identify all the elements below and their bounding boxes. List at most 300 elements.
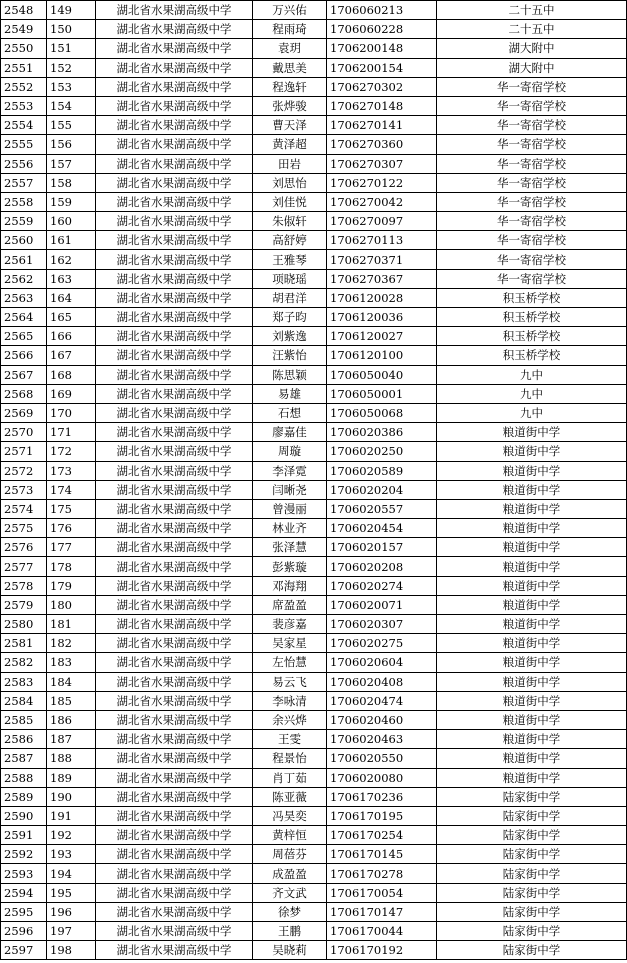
table-row <box>1 39 627 58</box>
admitted-school-cell: 湖北省水果湖高级中学 <box>96 922 253 941</box>
admitted-school-cell: 湖北省水果湖高级中学 <box>96 730 253 749</box>
school-seq-cell: 189 <box>47 768 96 787</box>
student-name-cell: 肖丁茹 <box>253 768 327 787</box>
admitted-school-cell: 湖北省水果湖高级中学 <box>96 346 253 365</box>
student-name-cell: 陈思颖 <box>253 365 327 384</box>
origin-school-cell: 陆家街中学 <box>437 826 627 845</box>
student-id-cell: 1706020071 <box>327 595 437 614</box>
admitted-school-cell: 湖北省水果湖高级中学 <box>96 423 253 442</box>
student-id-cell: 1706120036 <box>327 308 437 327</box>
table-row <box>1 231 627 250</box>
school-seq-cell: 194 <box>47 864 96 883</box>
student-id-cell: 1706270302 <box>327 77 437 96</box>
student-id-cell: 1706270148 <box>327 96 437 115</box>
row-index-cell: 2565 <box>1 327 47 346</box>
school-seq-cell: 154 <box>47 96 96 115</box>
row-index-cell: 2563 <box>1 288 47 307</box>
school-seq-cell: 149 <box>47 1 96 20</box>
student-name-cell: 刘紫逸 <box>253 327 327 346</box>
school-seq-cell: 168 <box>47 365 96 384</box>
table-row <box>1 710 627 729</box>
admitted-school-cell: 湖北省水果湖高级中学 <box>96 461 253 480</box>
origin-school-cell: 粮道街中学 <box>437 480 627 499</box>
admitted-school-cell: 湖北省水果湖高级中学 <box>96 77 253 96</box>
student-name-cell: 李泽霓 <box>253 461 327 480</box>
origin-school-cell: 华一寄宿学校 <box>437 135 627 154</box>
origin-school-cell: 陆家街中学 <box>437 864 627 883</box>
school-seq-cell: 158 <box>47 173 96 192</box>
student-name-cell: 黄泽超 <box>253 135 327 154</box>
admitted-school-cell: 湖北省水果湖高级中学 <box>96 768 253 787</box>
origin-school-cell: 粮道街中学 <box>437 615 627 634</box>
origin-school-cell: 积玉桥学校 <box>437 327 627 346</box>
student-name-cell: 万兴佑 <box>253 1 327 20</box>
row-index-cell: 2568 <box>1 384 47 403</box>
student-name-cell: 陈亚薇 <box>253 787 327 806</box>
row-index-cell: 2588 <box>1 768 47 787</box>
school-seq-cell: 160 <box>47 212 96 231</box>
student-id-cell: 1706020463 <box>327 730 437 749</box>
origin-school-cell: 粮道街中学 <box>437 749 627 768</box>
student-name-cell: 石想 <box>253 403 327 422</box>
student-name-cell: 林业齐 <box>253 519 327 538</box>
admitted-school-cell: 湖北省水果湖高级中学 <box>96 845 253 864</box>
student-id-cell: 1706020474 <box>327 691 437 710</box>
student-id-cell: 1706170192 <box>327 941 437 960</box>
origin-school-cell: 粮道街中学 <box>437 557 627 576</box>
student-id-cell: 1706020454 <box>327 519 437 538</box>
table-row <box>1 403 627 422</box>
row-index-cell: 2583 <box>1 672 47 691</box>
row-index-cell: 2581 <box>1 634 47 653</box>
student-id-cell: 1706020275 <box>327 634 437 653</box>
student-name-cell: 袁玥 <box>253 39 327 58</box>
origin-school-cell: 粮道街中学 <box>437 423 627 442</box>
table-row <box>1 730 627 749</box>
student-name-cell: 徐梦 <box>253 902 327 921</box>
origin-school-cell: 华一寄宿学校 <box>437 212 627 231</box>
table-row <box>1 212 627 231</box>
school-seq-cell: 163 <box>47 269 96 288</box>
student-id-cell: 1706270367 <box>327 269 437 288</box>
table-row <box>1 864 627 883</box>
table-row <box>1 499 627 518</box>
student-id-cell: 1706020460 <box>327 710 437 729</box>
table-row <box>1 883 627 902</box>
origin-school-cell: 华一寄宿学校 <box>437 231 627 250</box>
admitted-school-cell: 湖北省水果湖高级中学 <box>96 883 253 902</box>
student-id-cell: 1706170044 <box>327 922 437 941</box>
origin-school-cell: 陆家街中学 <box>437 787 627 806</box>
row-index-cell: 2582 <box>1 653 47 672</box>
table-row <box>1 845 627 864</box>
table-row <box>1 173 627 192</box>
table-row <box>1 116 627 135</box>
school-seq-cell: 187 <box>47 730 96 749</box>
table-row <box>1 288 627 307</box>
admitted-school-cell: 湖北省水果湖高级中学 <box>96 96 253 115</box>
row-index-cell: 2591 <box>1 826 47 845</box>
school-seq-cell: 161 <box>47 231 96 250</box>
row-index-cell: 2564 <box>1 308 47 327</box>
school-seq-cell: 183 <box>47 653 96 672</box>
admitted-school-cell: 湖北省水果湖高级中学 <box>96 269 253 288</box>
student-name-cell: 周璇 <box>253 442 327 461</box>
student-id-cell: 1706170195 <box>327 806 437 825</box>
row-index-cell: 2585 <box>1 710 47 729</box>
student-id-cell: 1706200154 <box>327 58 437 77</box>
row-index-cell: 2566 <box>1 346 47 365</box>
school-seq-cell: 176 <box>47 519 96 538</box>
row-index-cell: 2570 <box>1 423 47 442</box>
school-seq-cell: 177 <box>47 538 96 557</box>
row-index-cell: 2589 <box>1 787 47 806</box>
admitted-school-cell: 湖北省水果湖高级中学 <box>96 941 253 960</box>
table-row <box>1 327 627 346</box>
student-id-cell: 1706020386 <box>327 423 437 442</box>
table-row <box>1 634 627 653</box>
admitted-school-cell: 湖北省水果湖高级中学 <box>96 749 253 768</box>
admitted-school-cell: 湖北省水果湖高级中学 <box>96 403 253 422</box>
row-index-cell: 2590 <box>1 806 47 825</box>
origin-school-cell: 陆家街中学 <box>437 883 627 902</box>
student-id-cell: 1706050068 <box>327 403 437 422</box>
student-name-cell: 闫晰尧 <box>253 480 327 499</box>
student-id-cell: 1706020589 <box>327 461 437 480</box>
student-id-cell: 1706170236 <box>327 787 437 806</box>
admitted-school-cell: 湖北省水果湖高级中学 <box>96 787 253 806</box>
student-name-cell: 田岩 <box>253 154 327 173</box>
admitted-school-cell: 湖北省水果湖高级中学 <box>96 116 253 135</box>
row-index-cell: 2553 <box>1 96 47 115</box>
admitted-school-cell: 湖北省水果湖高级中学 <box>96 192 253 211</box>
row-index-cell: 2597 <box>1 941 47 960</box>
table-row <box>1 922 627 941</box>
origin-school-cell: 积玉桥学校 <box>437 288 627 307</box>
school-seq-cell: 155 <box>47 116 96 135</box>
row-index-cell: 2573 <box>1 480 47 499</box>
admitted-school-cell: 湖北省水果湖高级中学 <box>96 519 253 538</box>
student-name-cell: 汪紫怡 <box>253 346 327 365</box>
origin-school-cell: 华一寄宿学校 <box>437 173 627 192</box>
student-id-cell: 1706270042 <box>327 192 437 211</box>
admitted-school-cell: 湖北省水果湖高级中学 <box>96 653 253 672</box>
school-seq-cell: 198 <box>47 941 96 960</box>
admitted-school-cell: 湖北省水果湖高级中学 <box>96 308 253 327</box>
origin-school-cell: 陆家街中学 <box>437 941 627 960</box>
table-row <box>1 461 627 480</box>
origin-school-cell: 陆家街中学 <box>437 845 627 864</box>
admitted-school-cell: 湖北省水果湖高级中学 <box>96 615 253 634</box>
table-row <box>1 538 627 557</box>
row-index-cell: 2548 <box>1 1 47 20</box>
table-row <box>1 672 627 691</box>
student-name-cell: 刘佳悦 <box>253 192 327 211</box>
student-id-cell: 1706020550 <box>327 749 437 768</box>
row-index-cell: 2569 <box>1 403 47 422</box>
table-row <box>1 77 627 96</box>
student-name-cell: 张烨骏 <box>253 96 327 115</box>
row-index-cell: 2584 <box>1 691 47 710</box>
row-index-cell: 2579 <box>1 595 47 614</box>
student-id-cell: 1706120028 <box>327 288 437 307</box>
origin-school-cell: 湖大附中 <box>437 39 627 58</box>
origin-school-cell: 华一寄宿学校 <box>437 77 627 96</box>
admitted-school-cell: 湖北省水果湖高级中学 <box>96 1 253 20</box>
school-seq-cell: 159 <box>47 192 96 211</box>
admitted-school-cell: 湖北省水果湖高级中学 <box>96 327 253 346</box>
student-name-cell: 王鹏 <box>253 922 327 941</box>
student-id-cell: 1706120100 <box>327 346 437 365</box>
origin-school-cell: 九中 <box>437 384 627 403</box>
admitted-school-cell: 湖北省水果湖高级中学 <box>96 576 253 595</box>
school-seq-cell: 185 <box>47 691 96 710</box>
student-id-cell: 1706060228 <box>327 20 437 39</box>
student-name-cell: 彭紫璇 <box>253 557 327 576</box>
student-name-cell: 吴晓莉 <box>253 941 327 960</box>
origin-school-cell: 粮道街中学 <box>437 519 627 538</box>
student-name-cell: 刘思怡 <box>253 173 327 192</box>
origin-school-cell: 粮道街中学 <box>437 672 627 691</box>
table-row <box>1 269 627 288</box>
student-name-cell: 程逸轩 <box>253 77 327 96</box>
school-seq-cell: 192 <box>47 826 96 845</box>
origin-school-cell: 粮道街中学 <box>437 730 627 749</box>
row-index-cell: 2560 <box>1 231 47 250</box>
school-seq-cell: 157 <box>47 154 96 173</box>
student-id-cell: 1706020604 <box>327 653 437 672</box>
origin-school-cell: 华一寄宿学校 <box>437 154 627 173</box>
row-index-cell: 2594 <box>1 883 47 902</box>
school-seq-cell: 186 <box>47 710 96 729</box>
table-row <box>1 826 627 845</box>
student-name-cell: 成盈盈 <box>253 864 327 883</box>
row-index-cell: 2593 <box>1 864 47 883</box>
student-name-cell: 胡君洋 <box>253 288 327 307</box>
row-index-cell: 2577 <box>1 557 47 576</box>
admitted-school-cell: 湖北省水果湖高级中学 <box>96 710 253 729</box>
admitted-school-cell: 湖北省水果湖高级中学 <box>96 595 253 614</box>
table-row <box>1 806 627 825</box>
table-row <box>1 576 627 595</box>
origin-school-cell: 粮道街中学 <box>437 653 627 672</box>
student-name-cell: 曾漫丽 <box>253 499 327 518</box>
origin-school-cell: 粮道街中学 <box>437 691 627 710</box>
admitted-school-cell: 湖北省水果湖高级中学 <box>96 806 253 825</box>
admitted-school-cell: 湖北省水果湖高级中学 <box>96 672 253 691</box>
table-row <box>1 365 627 384</box>
table-row <box>1 768 627 787</box>
student-id-cell: 1706020080 <box>327 768 437 787</box>
row-index-cell: 2575 <box>1 519 47 538</box>
table-row <box>1 154 627 173</box>
table-row <box>1 192 627 211</box>
student-id-cell: 1706020307 <box>327 615 437 634</box>
student-id-cell: 1706270371 <box>327 250 437 269</box>
row-index-cell: 2574 <box>1 499 47 518</box>
table-row <box>1 135 627 154</box>
admitted-school-cell: 湖北省水果湖高级中学 <box>96 384 253 403</box>
student-id-cell: 1706270307 <box>327 154 437 173</box>
student-id-cell: 1706270113 <box>327 231 437 250</box>
row-index-cell: 2557 <box>1 173 47 192</box>
school-seq-cell: 150 <box>47 20 96 39</box>
table-row <box>1 423 627 442</box>
table-row <box>1 20 627 39</box>
student-name-cell: 邓海翔 <box>253 576 327 595</box>
admitted-school-cell: 湖北省水果湖高级中学 <box>96 557 253 576</box>
school-seq-cell: 195 <box>47 883 96 902</box>
table-row <box>1 615 627 634</box>
row-index-cell: 2559 <box>1 212 47 231</box>
student-id-cell: 1706170278 <box>327 864 437 883</box>
origin-school-cell: 二十五中 <box>437 1 627 20</box>
row-index-cell: 2596 <box>1 922 47 941</box>
table-row <box>1 653 627 672</box>
row-index-cell: 2580 <box>1 615 47 634</box>
student-id-cell: 1706170054 <box>327 883 437 902</box>
student-name-cell: 黄梓恒 <box>253 826 327 845</box>
student-name-cell: 齐文武 <box>253 883 327 902</box>
school-seq-cell: 182 <box>47 634 96 653</box>
student-id-cell: 1706020408 <box>327 672 437 691</box>
admitted-school-cell: 湖北省水果湖高级中学 <box>96 135 253 154</box>
school-seq-cell: 152 <box>47 58 96 77</box>
school-seq-cell: 166 <box>47 327 96 346</box>
row-index-cell: 2550 <box>1 39 47 58</box>
student-name-cell: 余兴烨 <box>253 710 327 729</box>
school-seq-cell: 197 <box>47 922 96 941</box>
school-seq-cell: 169 <box>47 384 96 403</box>
row-index-cell: 2555 <box>1 135 47 154</box>
school-seq-cell: 170 <box>47 403 96 422</box>
school-seq-cell: 178 <box>47 557 96 576</box>
origin-school-cell: 粮道街中学 <box>437 538 627 557</box>
student-name-cell: 项晓瑶 <box>253 269 327 288</box>
origin-school-cell: 积玉桥学校 <box>437 308 627 327</box>
table-row <box>1 308 627 327</box>
student-name-cell: 高舒婷 <box>253 231 327 250</box>
school-seq-cell: 179 <box>47 576 96 595</box>
row-index-cell: 2561 <box>1 250 47 269</box>
school-seq-cell: 174 <box>47 480 96 499</box>
school-seq-cell: 165 <box>47 308 96 327</box>
school-seq-cell: 151 <box>47 39 96 58</box>
student-name-cell: 朱俶轩 <box>253 212 327 231</box>
admitted-school-cell: 湖北省水果湖高级中学 <box>96 691 253 710</box>
origin-school-cell: 粮道街中学 <box>437 442 627 461</box>
student-id-cell: 1706170147 <box>327 902 437 921</box>
student-id-cell: 1706020157 <box>327 538 437 557</box>
student-id-cell: 1706270360 <box>327 135 437 154</box>
row-index-cell: 2576 <box>1 538 47 557</box>
student-id-cell: 1706020557 <box>327 499 437 518</box>
origin-school-cell: 二十五中 <box>437 20 627 39</box>
school-seq-cell: 181 <box>47 615 96 634</box>
row-index-cell: 2551 <box>1 58 47 77</box>
table-row <box>1 595 627 614</box>
student-name-cell: 易云飞 <box>253 672 327 691</box>
school-seq-cell: 190 <box>47 787 96 806</box>
row-index-cell: 2572 <box>1 461 47 480</box>
origin-school-cell: 积玉桥学校 <box>437 346 627 365</box>
school-seq-cell: 171 <box>47 423 96 442</box>
origin-school-cell: 粮道街中学 <box>437 499 627 518</box>
table-row <box>1 384 627 403</box>
origin-school-cell: 九中 <box>437 403 627 422</box>
admitted-school-cell: 湖北省水果湖高级中学 <box>96 58 253 77</box>
admitted-school-cell: 湖北省水果湖高级中学 <box>96 231 253 250</box>
school-seq-cell: 184 <box>47 672 96 691</box>
student-name-cell: 程雨琦 <box>253 20 327 39</box>
student-id-cell: 1706270122 <box>327 173 437 192</box>
student-name-cell: 冯昊奕 <box>253 806 327 825</box>
origin-school-cell: 华一寄宿学校 <box>437 96 627 115</box>
school-seq-cell: 156 <box>47 135 96 154</box>
student-id-cell: 1706020208 <box>327 557 437 576</box>
table-row <box>1 96 627 115</box>
table-row <box>1 480 627 499</box>
student-id-cell: 1706170145 <box>327 845 437 864</box>
student-name-cell: 廖嘉佳 <box>253 423 327 442</box>
table-row <box>1 941 627 960</box>
student-name-cell: 程景怡 <box>253 749 327 768</box>
table-row <box>1 902 627 921</box>
student-id-cell: 1706170254 <box>327 826 437 845</box>
student-name-cell: 张泽慧 <box>253 538 327 557</box>
origin-school-cell: 粮道街中学 <box>437 634 627 653</box>
admitted-school-cell: 湖北省水果湖高级中学 <box>96 212 253 231</box>
admitted-school-cell: 湖北省水果湖高级中学 <box>96 154 253 173</box>
admitted-school-cell: 湖北省水果湖高级中学 <box>96 365 253 384</box>
student-id-cell: 1706020274 <box>327 576 437 595</box>
origin-school-cell: 粮道街中学 <box>437 576 627 595</box>
origin-school-cell: 华一寄宿学校 <box>437 192 627 211</box>
table-row <box>1 691 627 710</box>
admitted-school-cell: 湖北省水果湖高级中学 <box>96 864 253 883</box>
school-seq-cell: 175 <box>47 499 96 518</box>
student-id-cell: 1706060213 <box>327 1 437 20</box>
table-row <box>1 787 627 806</box>
student-name-cell: 曹天泽 <box>253 116 327 135</box>
origin-school-cell: 陆家街中学 <box>437 806 627 825</box>
school-seq-cell: 164 <box>47 288 96 307</box>
admitted-school-cell: 湖北省水果湖高级中学 <box>96 20 253 39</box>
row-index-cell: 2552 <box>1 77 47 96</box>
student-name-cell: 李咏清 <box>253 691 327 710</box>
school-seq-cell: 167 <box>47 346 96 365</box>
table-row <box>1 346 627 365</box>
student-id-cell: 1706020204 <box>327 480 437 499</box>
row-index-cell: 2587 <box>1 749 47 768</box>
admitted-school-cell: 湖北省水果湖高级中学 <box>96 826 253 845</box>
origin-school-cell: 粮道街中学 <box>437 595 627 614</box>
admitted-school-cell: 湖北省水果湖高级中学 <box>96 634 253 653</box>
school-seq-cell: 153 <box>47 77 96 96</box>
admitted-school-cell: 湖北省水果湖高级中学 <box>96 250 253 269</box>
school-seq-cell: 188 <box>47 749 96 768</box>
school-seq-cell: 196 <box>47 902 96 921</box>
row-index-cell: 2554 <box>1 116 47 135</box>
row-index-cell: 2558 <box>1 192 47 211</box>
admitted-school-cell: 湖北省水果湖高级中学 <box>96 288 253 307</box>
admitted-school-cell: 湖北省水果湖高级中学 <box>96 442 253 461</box>
student-name-cell: 席盈盈 <box>253 595 327 614</box>
table-row <box>1 519 627 538</box>
admitted-school-cell: 湖北省水果湖高级中学 <box>96 173 253 192</box>
school-seq-cell: 191 <box>47 806 96 825</box>
student-id-cell: 1706200148 <box>327 39 437 58</box>
